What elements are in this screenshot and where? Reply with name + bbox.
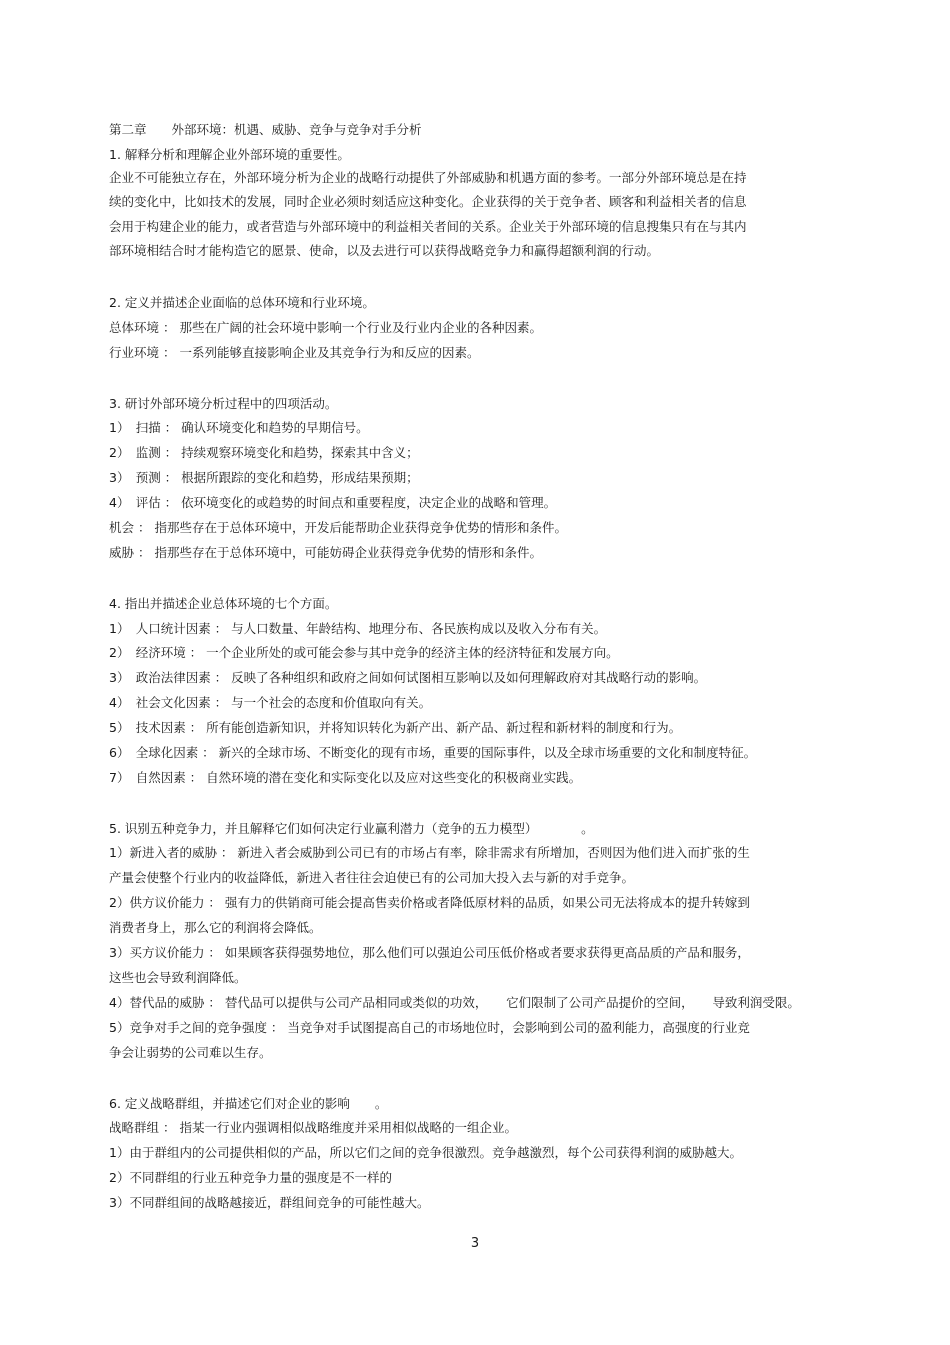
list-item: 1）新进入者的威胁 ： 新进入者会威胁到公司已有的市场占有率，除非需求有所增加，否则因为他们进入而扩张的生: [109, 845, 750, 860]
paragraph-line: 威胁 ： 指那些存在于总体环境中，可能妨碍企业获得竞争优势的情形和条件。: [109, 545, 542, 560]
list-item: 3） 预测 ： 根据所跟踪的变化和趋势，形成结果预期；: [109, 470, 419, 485]
paragraph-line: 总体环境 ： 那些在广阔的社会环境中影响一个行业及行业内企业的各种因素。: [109, 320, 542, 335]
list-item: 3） 政治法律因素 ： 反映了各种组织和政府之间如何试图相互影响以及如何理解政府对其战略行动的影响。: [109, 670, 707, 685]
list-item: 3）不同群组间的战略越接近，群组间竞争的可能性越大。: [109, 1195, 430, 1210]
question-heading: 3. 研讨外部环境分析过程中的四项活动。: [109, 396, 338, 411]
chapter-heading: 第二章 外部环境：机遇、威胁、竞争与竞争对手分析: [109, 122, 422, 137]
paragraph-line: 机会 ： 指那些存在于总体环境中，开发后能帮助企业获得竞争优势的情形和条件。: [109, 520, 567, 535]
list-item: 2）不同群组的行业五种竞争力量的强度是不一样的: [109, 1170, 392, 1185]
list-item: 1） 扫描 ： 确认环境变化和趋势的早期信号。: [109, 420, 369, 435]
list-item: 4）替代品的威胁 ： 替代品可以提供与公司产品相同或类似的功效， 它们限制了公司产品提价的空间， 导致利润受限。: [109, 995, 800, 1010]
list-item: 4） 评估 ： 依环境变化的或趋势的时间点和重要程度，决定企业的战略和管理。: [109, 495, 557, 510]
list-item: 5） 技术因素 ： 所有能创造新知识，并将知识转化为新产出、新产品、新过程和新材料的制度和行为。: [109, 720, 682, 735]
paragraph-line: 产量会使整个行业内的收益降低，新进入者往往会迫使已有的公司加大投入去与新的对手竞争。: [109, 870, 635, 885]
paragraph-line: 消费者身上，那么它的利润将会降低。: [109, 920, 322, 935]
question-heading: 1. 解释分析和理解企业外部环境的重要性。: [109, 147, 350, 162]
list-item: 2） 经济环境 ： 一个企业所处的或可能会参与其中竞争的经济主体的经济特征和发展方向。: [109, 645, 619, 660]
paragraph-line: 企业不可能独立存在，外部环境分析为企业的战略行动提供了外部威胁和机遇方面的参考。一部分外部环境总是在持: [109, 170, 747, 185]
question-heading: 4. 指出并描述企业总体环境的七个方面。: [109, 596, 338, 611]
list-item: 5）竞争对手之间的竞争强度 ： 当竞争对手试图提高自己的市场地位时，会影响到公司的盈利能力，高强度的行业竞: [109, 1020, 750, 1035]
list-item: 2）供方议价能力 ： 强有力的供销商可能会提高售卖价格或者降低原材料的品质，如果公司无法将成本的提升转嫁到: [109, 895, 750, 910]
paragraph-line: 会用于构建企业的能力，或者营造与外部环境中的利益相关者间的关系。企业关于外部环境的信息搜集只有在与其内: [109, 219, 747, 234]
paragraph-line: 这些也会导致利润降低。: [109, 970, 247, 985]
list-item: 7） 自然因素 ： 自然环境的潜在变化和实际变化以及应对这些变化的积极商业实践。: [109, 770, 582, 785]
question-heading: 2. 定义并描述企业面临的总体环境和行业环境。: [109, 295, 375, 310]
list-item: 1） 人口统计因素 ： 与人口数量、年龄结构、地理分布、各民族构成以及收入分布有关。: [109, 621, 607, 636]
list-item: 3）买方议价能力 ： 如果顾客获得强势地位，那么他们可以强迫公司压低价格或者要求获得更高品质的产品和服务，: [109, 945, 750, 960]
list-item: 1）由于群组内的公司提供相似的产品，所以它们之间的竞争很激烈。竞争越激烈，每个公司获得利润的威胁越大。: [109, 1145, 742, 1160]
paragraph-line: 战略群组 ： 指某一行业内强调相似战略维度并采用相似战略的一组企业。: [109, 1120, 517, 1135]
paragraph-line: 部环境相结合时才能构造它的愿景、使命，以及去进行可以获得战略竞争力和赢得超额利润的行动。: [109, 243, 660, 258]
paragraph-line: 续的变化中，比如技术的发展，同时企业必须时刻适应这种变化。企业获得的关于竞争者、顾客和利益相关者的信息: [109, 194, 747, 209]
page-number: 3: [470, 1236, 480, 1251]
paragraph-line: 行业环境 ： 一系列能够直接影响企业及其竞争行为和反应的因素。: [109, 345, 480, 360]
list-item: 2） 监测 ： 持续观察环境变化和趋势，探索其中含义；: [109, 445, 419, 460]
list-item: 6） 全球化因素 ： 新兴的全球市场、不断变化的现有市场，重要的国际事件，以及全球市场重要的文化和制度特征。: [109, 745, 757, 760]
question-heading: 6. 定义战略群组，并描述它们对企业的影响 。: [109, 1096, 388, 1111]
list-item: 4） 社会文化因素 ： 与一个社会的态度和价值取向有关。: [109, 695, 432, 710]
paragraph-line: 争会让弱势的公司难以生存。: [109, 1045, 272, 1060]
question-heading: 5. 识别五种竞争力，并且解释它们如何决定行业赢利潜力（竞争的五力模型） 。: [109, 821, 594, 836]
